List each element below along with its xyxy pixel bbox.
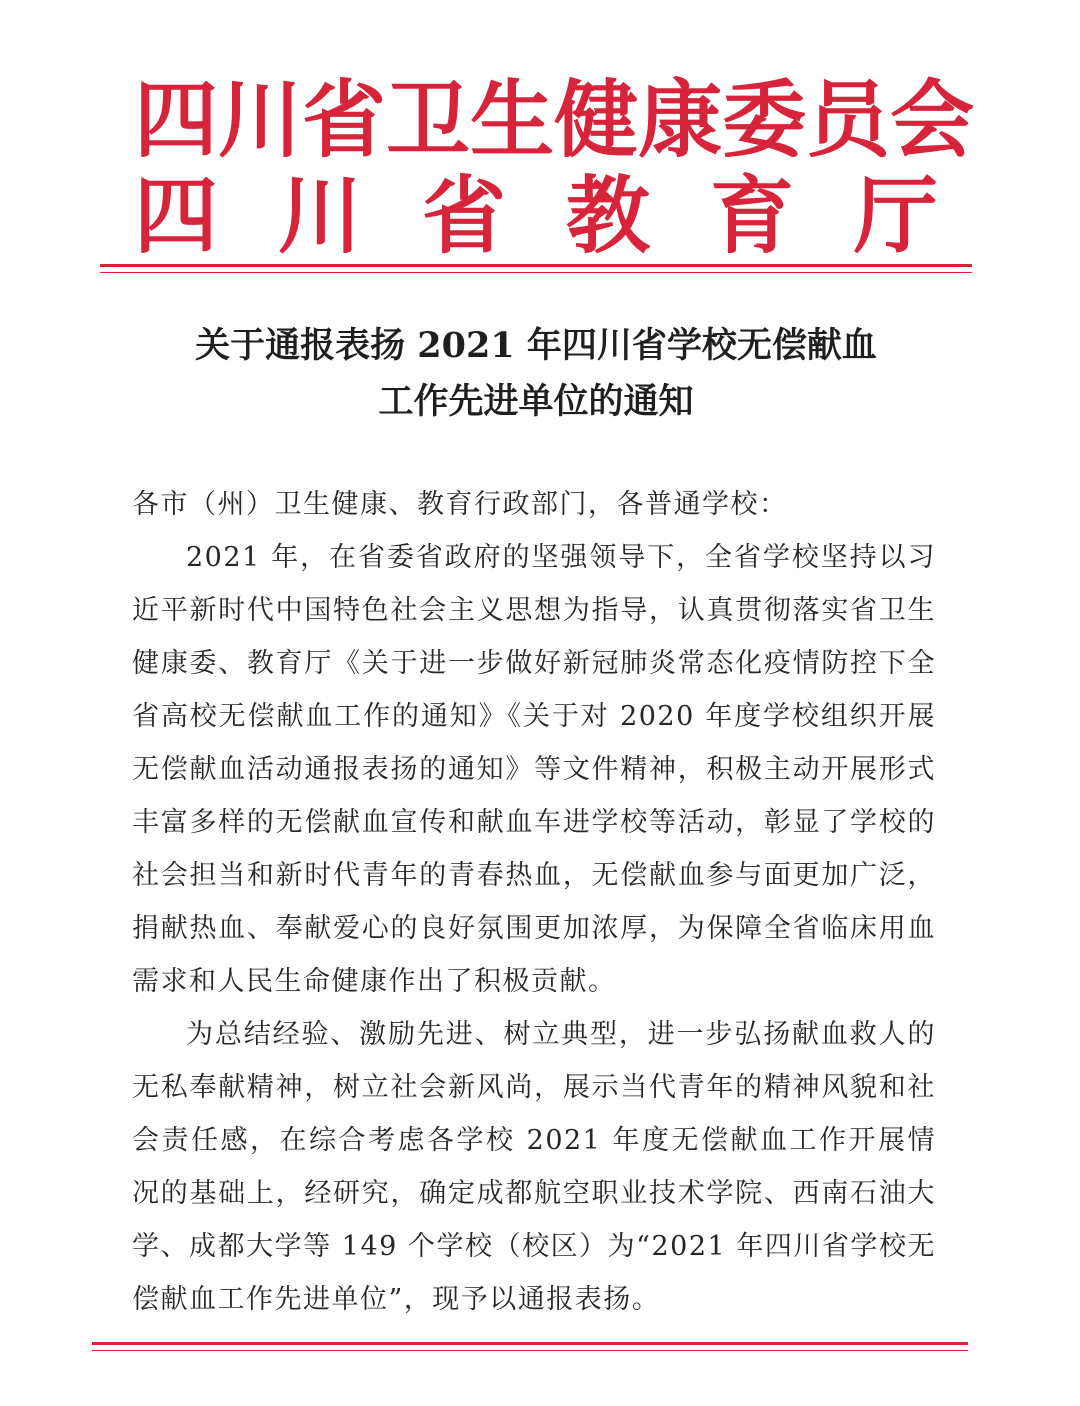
issuer-char: 会 [890, 71, 975, 169]
issuer-char: 四 [134, 167, 219, 265]
issuer-education-department [134, 168, 938, 264]
title-line-1: 关于通报表扬 2021 年四川省学校无偿献血 [195, 325, 877, 366]
document-title [100, 318, 972, 430]
paragraph-1: 2021 年，在省委省政府的坚强领导下，全省学校坚持以习近平新时代中国特色社会主义思想为指导，认真贯彻落实省卫生健康委、教育厅《关于进一步做好新冠肺炎常态化疫情防控下全省高校无偿献血工作的通知》《关于对 2020 年度学校组织开展无偿献血活动通报表扬的通知》等文件精神，积极主动开展形式丰富多样的无偿献血宣传和献血车进学校等活动，彰显了学校的社会担当和新时代青年的青春热血，无偿献血参与面更加广泛，捐献热血、奉献爱心的良好氛围更加浓厚，为保障全省临床用血需求和人民生命健康作出了积极贡献。 [132, 542, 936, 997]
issuer-char: 委 [722, 71, 807, 169]
footer-divider-thin [92, 1350, 968, 1351]
issuer-health-commission [134, 71, 975, 169]
issuer-char: 四 [134, 71, 219, 169]
issuer-char: 生 [470, 71, 555, 169]
paragraph-2: 为总结经验、激励先进、树立典型，进一步弘扬献血救人的无私奉献精神，树立社会新风尚，展示当代青年的精神风貌和社会责任感，在综合考虑各学校 2021 年度无偿献血工作开展情况的基础上，经研究，确定成都航空职业技术学院、西南石油大学、成都大学等 149 个学校（校区）为“2021 年四川省学校无偿献血工作先进单位”，现予以通报表扬。 [132, 1019, 936, 1315]
issuer-char: 厅 [853, 167, 938, 265]
issuer-char: 川 [218, 71, 303, 169]
issuer-char: 省 [302, 71, 387, 169]
salutation: 各市（州）卫生健康、教育行政部门，各普通学校： [132, 489, 788, 520]
issuer-char: 健 [554, 71, 639, 169]
issuer-char: 卫 [386, 71, 471, 169]
issuer-char: 员 [806, 71, 891, 169]
footer-divider-thick [92, 1342, 968, 1345]
issuer-char: 教 [565, 167, 650, 265]
issuer-char: 育 [709, 167, 794, 265]
document-body [132, 478, 936, 1326]
header-divider-thick [100, 264, 972, 267]
header-divider-thin [100, 272, 972, 273]
issuer-char: 省 [421, 167, 506, 265]
title-line-2: 工作先进单位的通知 [378, 381, 694, 422]
letterhead [100, 71, 975, 265]
issuer-char: 川 [277, 167, 362, 265]
issuer-char: 康 [638, 71, 723, 169]
